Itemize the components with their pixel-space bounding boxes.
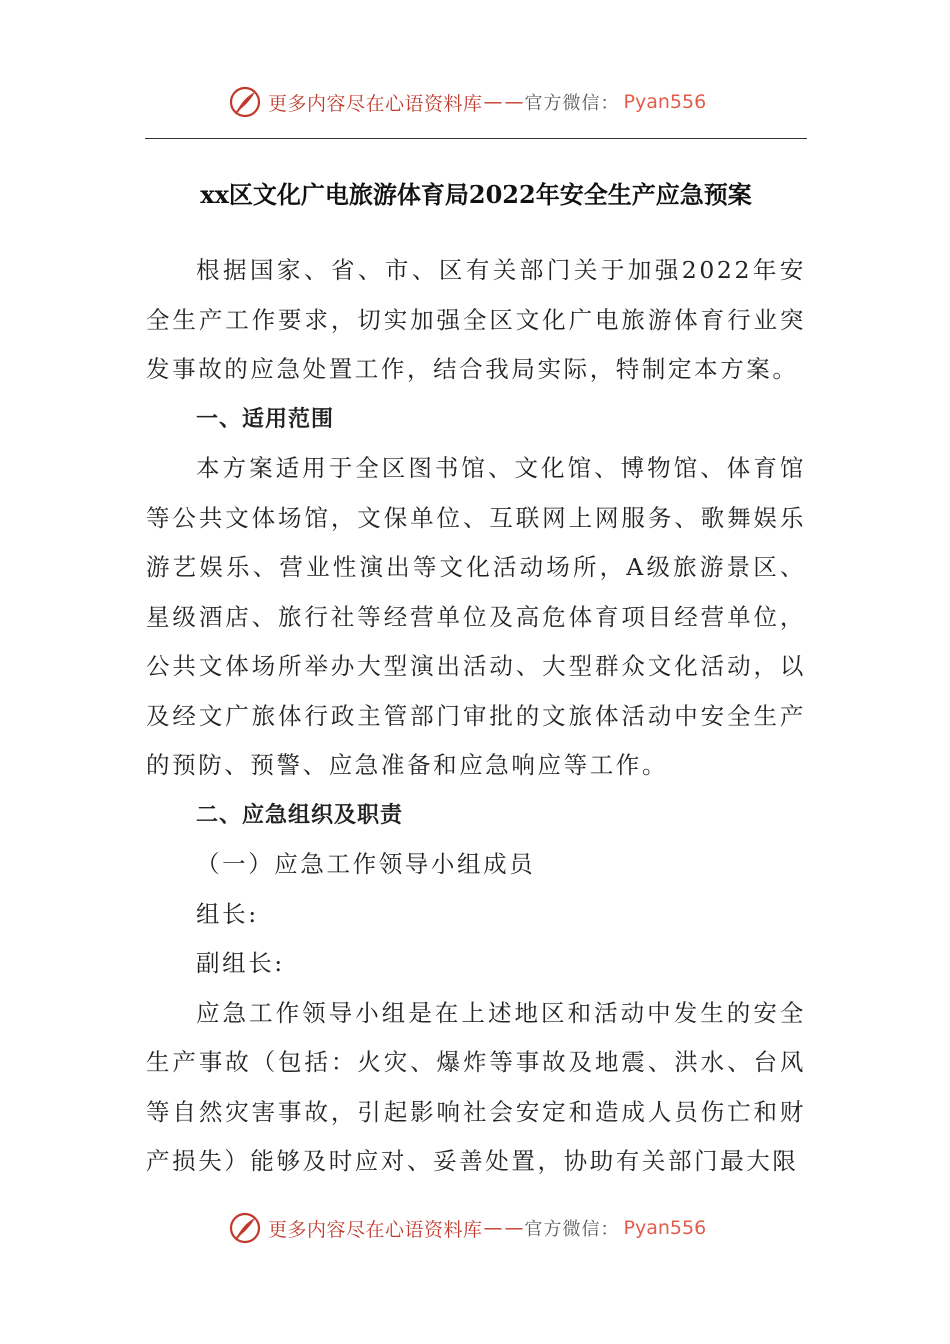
wechat-id: Pyan556 xyxy=(623,91,707,113)
paragraph-scope: 本方案适用于全区图书馆、文化馆、博物馆、体育馆等公共文体场馆，文保单位、互联网上网服务、歌舞娱乐游艺娱乐、营业性演出等文化活动场所，A级旅游景区、星级酒店、旅行社等经营单位及高危体育项目经营单位，公共文体场所举办大型演出活动、大型群众文化活动，以及经文广旅体行政主管部门审批的文旅体活动中安全生产的预防、预警、应急准备和应急响应等工作。 xyxy=(146,454,806,779)
wechat-id: Pyan556 xyxy=(623,1217,707,1239)
subsection-leading-group: （一）应急工作领导小组成员 xyxy=(196,850,536,878)
footer-watermark xyxy=(228,1208,706,1248)
wechat-label: 官方微信： xyxy=(524,1219,620,1240)
watermark-text: 更多内容尽在心语资料库 xyxy=(268,1218,483,1241)
wechat-label: 官方微信： xyxy=(524,93,620,114)
quill-pen-logo-icon xyxy=(228,85,262,119)
watermark-separator: — xyxy=(483,1217,503,1239)
document-title: xx区文化广电旅游体育局2022年安全生产应急预案 xyxy=(200,180,752,209)
paragraph-group-duties: 应急工作领导小组是在上述地区和活动中发生的安全生产事故（包括：火灾、爆炸等事故及地震、洪水、台风等自然灾害事故，引起影响社会安定和造成人员伤亡和财产损失）能够及时应对、妥善处置，协助有关部门最大限 xyxy=(146,998,806,1175)
watermark-separator-2: — xyxy=(504,91,524,113)
watermark-separator: — xyxy=(483,91,503,113)
header-watermark xyxy=(228,82,706,122)
section-heading-scope: 一、适用范围 xyxy=(196,406,335,432)
quill-pen-logo-icon xyxy=(228,1211,262,1245)
section-heading-organization: 二、应急组织及职责 xyxy=(196,802,404,828)
watermark-text: 更多内容尽在心语资料库 xyxy=(268,92,483,115)
field-deputy-leader: 副组长: xyxy=(196,949,285,977)
header-divider xyxy=(145,138,807,139)
field-group-leader: 组长: xyxy=(196,899,259,928)
paragraph-intro: 根据国家、省、市、区有关部门关于加强2022年安全生产工作要求，切实加强全区文化广电旅游体育行业突发事故的应急处置工作，结合我局实际，特制定本方案。 xyxy=(146,256,806,383)
document-body xyxy=(146,246,806,1187)
watermark-separator-2: — xyxy=(504,1217,524,1239)
